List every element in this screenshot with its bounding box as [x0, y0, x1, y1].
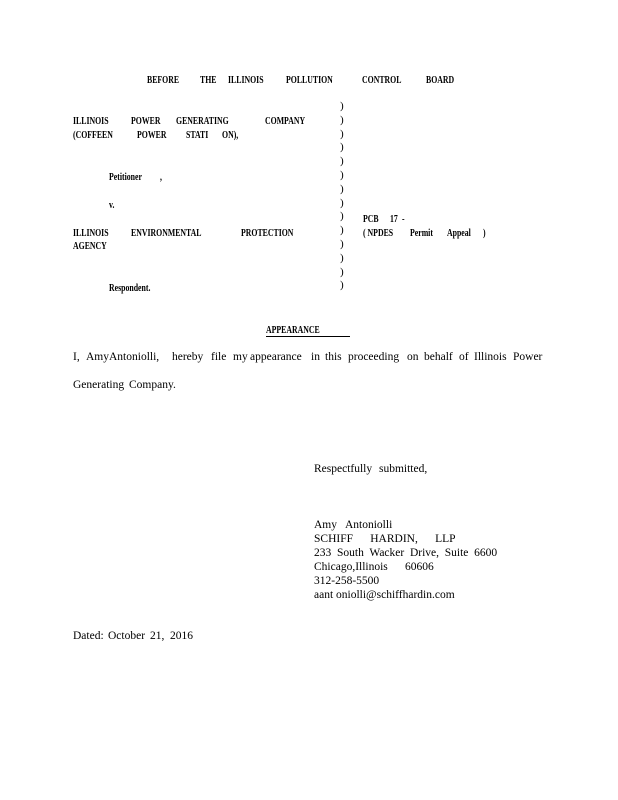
case-number-word: 17: [390, 214, 398, 225]
body-word: hereby: [172, 351, 204, 363]
respondent-word: ILLINOIS: [73, 228, 109, 239]
respondent-word: ENVIRONMENTAL: [131, 228, 202, 239]
phone-number: 312-258-5500: [314, 575, 380, 587]
dated-day: 21,: [150, 630, 165, 642]
body-word: Generating: [73, 379, 125, 391]
caption-parenthesis-column: [340, 100, 344, 293]
petitioner-comma: ,: [160, 172, 162, 183]
firm-name: SCHIFF HARDIN, LLP: [314, 533, 456, 545]
paren: ): [340, 155, 344, 168]
case-type-word: ( NPDES: [363, 228, 394, 239]
title-word: BOARD: [426, 75, 455, 86]
case-number-word: PCB: [363, 214, 379, 225]
body-word: Illinois: [474, 351, 507, 363]
body-word: appearance: [250, 351, 302, 363]
appearance-heading: APPEARANCE: [266, 325, 320, 336]
dated-year: 2016: [170, 630, 193, 642]
dated-label: Dated:: [73, 630, 104, 642]
petitioner-word: COMPANY: [265, 116, 306, 127]
petitioner-label: Petitioner: [109, 172, 142, 183]
body-word: Amy: [86, 351, 109, 363]
respondent-word: PROTECTION: [241, 228, 294, 239]
petitioner-word: POWER: [137, 130, 167, 141]
versus: v.: [109, 200, 115, 211]
paren: ): [340, 196, 344, 209]
paren: ): [340, 224, 344, 237]
dated-month: October: [108, 630, 146, 642]
appearance-underline: [266, 336, 350, 337]
paren: ): [340, 237, 344, 250]
body-word: proceeding: [348, 351, 400, 363]
body-word: of: [459, 351, 469, 363]
email-address[interactable]: aant oniolli@schiffhardin.com: [314, 589, 455, 601]
respondent-word: AGENCY: [73, 241, 107, 252]
paren: ): [340, 113, 344, 126]
body-word: Company.: [129, 379, 176, 391]
paren: ): [340, 100, 344, 112]
paren: ): [340, 210, 344, 223]
title-word: ILLINOIS: [228, 75, 264, 86]
case-type-word: ): [483, 228, 486, 239]
title-word: BEFORE: [147, 75, 180, 86]
closing-word: Respectfully: [314, 463, 373, 475]
body-word: I,: [73, 351, 80, 363]
petitioner-word: POWER: [131, 116, 161, 127]
body-word: file: [211, 351, 227, 363]
petitioner-word: (COFFEEN: [73, 130, 113, 141]
case-type-word: Appeal: [447, 228, 471, 239]
title-word: POLLUTION: [286, 75, 333, 86]
firm-city: Chicago,Illinois 60606: [314, 561, 434, 573]
body-word: this: [325, 351, 342, 363]
petitioner-word: ILLINOIS: [73, 116, 109, 127]
paren: ): [340, 127, 344, 140]
petitioner-word: ON),: [222, 130, 239, 141]
body-word: behalf: [424, 351, 453, 363]
paren: ): [340, 182, 344, 195]
paren: ): [340, 279, 344, 292]
title-word: THE: [200, 75, 217, 86]
petitioner-word: STATI: [186, 130, 209, 141]
respondent-label: Respondent.: [109, 283, 151, 294]
body-word: on: [407, 351, 419, 363]
paren: ): [340, 168, 344, 181]
body-word: my: [233, 351, 248, 363]
petitioner-word: GENERATING: [176, 116, 229, 127]
firm-address: 233 South Wacker Drive, Suite 6600: [314, 547, 498, 559]
case-type-word: Permit: [410, 228, 433, 239]
body-word: in: [311, 351, 320, 363]
title-word: CONTROL: [362, 75, 402, 86]
signer-name: Amy Antoniolli: [314, 519, 393, 531]
body-word: Antoniolli,: [109, 351, 160, 363]
paren: ): [340, 251, 344, 264]
closing-word: submitted,: [379, 463, 428, 475]
case-number-word: -: [402, 214, 405, 225]
paren: ): [340, 141, 344, 154]
body-word: Power: [513, 351, 543, 363]
paren: ): [340, 265, 344, 278]
